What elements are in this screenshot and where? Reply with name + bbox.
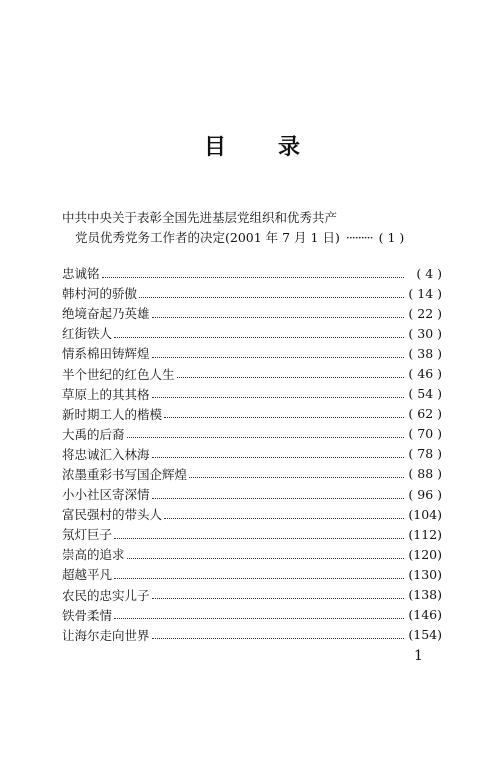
toc-page: ( 14 ) bbox=[408, 285, 442, 301]
toc-page: (138) bbox=[408, 587, 442, 603]
toc-leader bbox=[164, 405, 404, 418]
toc-page: ( 78 ) bbox=[408, 446, 442, 462]
toc-leader bbox=[152, 586, 404, 599]
toc-title: 小小社区寄深情 bbox=[62, 487, 150, 503]
toc-leader bbox=[127, 546, 404, 559]
toc-title: 草原上的其其格 bbox=[62, 386, 150, 402]
toc-item[interactable] bbox=[62, 303, 442, 323]
toc-item[interactable] bbox=[62, 524, 442, 544]
title-char-2: 录 bbox=[278, 134, 301, 160]
toc-leader bbox=[102, 265, 404, 278]
toc-page: (112) bbox=[408, 526, 442, 542]
toc-page: (154) bbox=[408, 627, 442, 643]
toc-leader bbox=[114, 325, 404, 338]
toc-title: 富民强村的带头人 bbox=[62, 507, 163, 523]
toc-page: ( 96 ) bbox=[408, 486, 442, 502]
toc-title: 绝境奋起乃英雄 bbox=[62, 306, 150, 322]
toc-page: ( 4 ) bbox=[416, 265, 442, 281]
toc-page: (120) bbox=[408, 546, 442, 562]
toc-leader bbox=[114, 566, 404, 579]
toc-page: ( 38 ) bbox=[408, 345, 442, 361]
toc-item[interactable] bbox=[62, 625, 442, 645]
toc-leader bbox=[189, 465, 404, 478]
toc-page: ( 30 ) bbox=[408, 325, 442, 341]
toc-title: 红街铁人 bbox=[62, 326, 113, 342]
toc-page: ( 88 ) bbox=[408, 466, 442, 482]
toc-item[interactable] bbox=[62, 585, 442, 605]
toc-title: 浓墨重彩书写国企辉煌 bbox=[62, 466, 188, 482]
toc-item[interactable] bbox=[62, 605, 442, 625]
toc-leader bbox=[152, 305, 404, 318]
toc-title: 将忠诚汇入林海 bbox=[62, 446, 150, 462]
toc-item[interactable] bbox=[62, 384, 442, 404]
toc-item[interactable] bbox=[62, 504, 442, 524]
toc-title: 农民的忠实儿子 bbox=[62, 587, 150, 603]
toc-leader bbox=[152, 445, 404, 458]
toc-leader bbox=[127, 425, 404, 438]
toc-item[interactable] bbox=[62, 484, 442, 504]
toc-item[interactable] bbox=[62, 444, 442, 464]
toc-item[interactable] bbox=[62, 263, 442, 283]
toc-title: 氖灯巨子 bbox=[62, 527, 113, 543]
toc-leader bbox=[164, 506, 404, 519]
toc-item[interactable] bbox=[62, 544, 442, 564]
intro-line-2-text: 党员优秀党务工作者的决定(2001 年 7 月 1 日) bbox=[75, 230, 340, 245]
intro-page: ( 1 ) bbox=[378, 230, 405, 245]
toc-title: 让海尔走向世界 bbox=[62, 627, 150, 643]
toc-leader bbox=[177, 365, 404, 378]
toc-title: 情系棉田铸辉煌 bbox=[62, 346, 150, 362]
toc-leader bbox=[152, 345, 404, 358]
toc-leader bbox=[114, 606, 404, 619]
toc-item[interactable] bbox=[62, 464, 442, 484]
toc-item[interactable] bbox=[62, 343, 442, 363]
toc-item[interactable] bbox=[62, 283, 442, 303]
page-number: 1 bbox=[414, 648, 423, 664]
toc-leader bbox=[152, 385, 404, 398]
intro-entry bbox=[62, 208, 442, 248]
toc-leader bbox=[152, 486, 404, 499]
toc-page: ( 22 ) bbox=[408, 305, 442, 321]
toc-item[interactable] bbox=[62, 424, 442, 444]
toc-leader bbox=[152, 626, 404, 639]
toc-title: 超越平凡 bbox=[62, 567, 113, 583]
toc-item[interactable] bbox=[62, 363, 442, 383]
toc-title: 半个世纪的红色人生 bbox=[62, 366, 175, 382]
toc-page: ( 62 ) bbox=[408, 406, 442, 422]
toc-title: 忠诚铭 bbox=[62, 266, 100, 282]
page-title bbox=[0, 130, 504, 161]
title-char-1: 目 bbox=[203, 134, 226, 160]
intro-line-2 bbox=[62, 228, 442, 248]
toc-title: 韩村河的骄傲 bbox=[62, 286, 138, 302]
toc-item[interactable] bbox=[62, 564, 442, 584]
toc-title: 新时期工人的楷模 bbox=[62, 406, 163, 422]
toc-item[interactable] bbox=[62, 323, 442, 343]
toc-leader bbox=[139, 285, 404, 298]
intro-leader-dots: ········· bbox=[345, 230, 373, 245]
toc-page: (130) bbox=[408, 566, 442, 582]
toc-page: ( 46 ) bbox=[408, 366, 442, 382]
intro-line-1: 中共中央关于表彰全国先进基层党组织和优秀共产 bbox=[62, 210, 338, 225]
toc-leader bbox=[114, 526, 404, 539]
toc-list bbox=[62, 263, 442, 645]
toc-page: ( 70 ) bbox=[408, 426, 442, 442]
toc-title: 铁骨柔情 bbox=[62, 607, 113, 623]
toc-title: 崇高的追求 bbox=[62, 547, 125, 563]
toc-page: (146) bbox=[408, 607, 442, 623]
toc-page: (104) bbox=[408, 506, 442, 522]
toc-page: ( 54 ) bbox=[408, 386, 442, 402]
toc-title: 大禹的后裔 bbox=[62, 426, 125, 442]
toc-item[interactable] bbox=[62, 404, 442, 424]
